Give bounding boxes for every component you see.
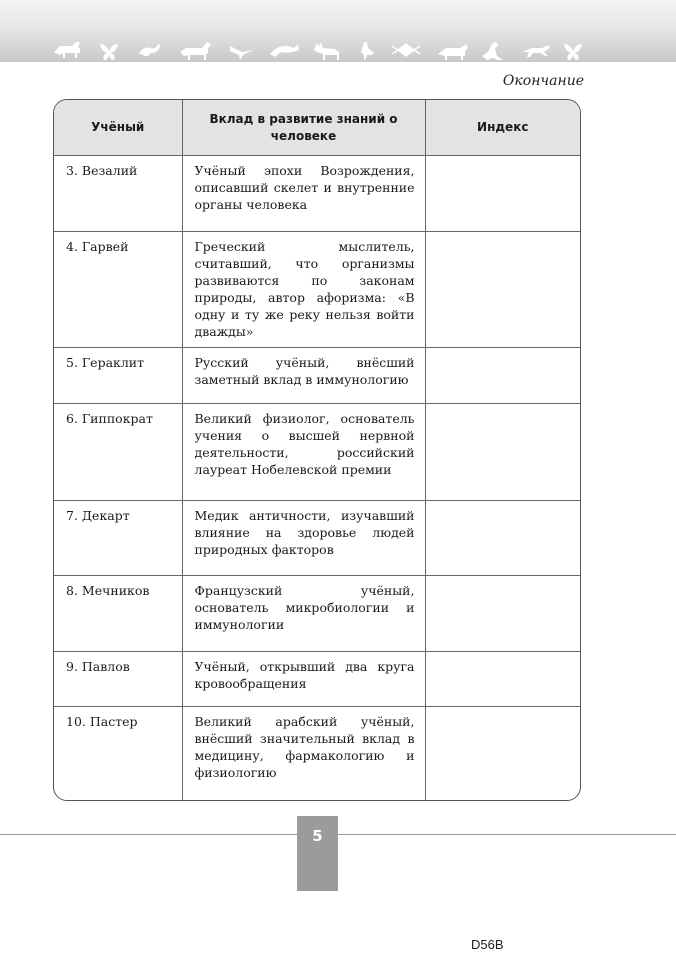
contribution-text: Учёный, открывший два круга кровообращения: [182, 652, 425, 707]
contribution-text: Великий физиолог, основатель учения о высшей нервной деятельности, российский лауреат Нобелевской премии: [182, 404, 425, 501]
decorative-header-band: [0, 0, 676, 62]
column-header-contribution: Вклад в развитие знаний о человеке: [182, 100, 425, 156]
table-row: [54, 576, 580, 652]
table-row: [54, 652, 580, 707]
scientist-name: 3. Везалий: [54, 156, 182, 232]
contribution-text: Русский учёный, внёсший заметный вклад в иммунологию: [182, 348, 425, 404]
index-cell[interactable]: [425, 232, 580, 348]
table-row: [54, 348, 580, 404]
page-number: 5: [297, 816, 338, 891]
index-cell[interactable]: [425, 576, 580, 652]
table-row: [54, 404, 580, 501]
contribution-text: Греческий мыслитель, считавший, что организмы развиваются по законам природы, автор афоризма: «В одну и ту же реку нельзя войти дважды»: [182, 232, 425, 348]
scientist-name: 6. Гиппократ: [54, 404, 182, 501]
scientist-name: 9. Павлов: [54, 652, 182, 707]
index-cell[interactable]: [425, 348, 580, 404]
animal-silhouettes-icon: [52, 38, 592, 62]
table-row: [54, 501, 580, 576]
scientist-name: 10. Пастер: [66, 714, 138, 729]
scientist-name: 4. Гарвей: [54, 232, 182, 348]
table-row: [54, 156, 580, 232]
contribution-text: Учёный эпохи Возрождения, описавший скелет и внутренние органы человека: [182, 156, 425, 232]
index-cell[interactable]: [425, 501, 580, 576]
scientists-table: [53, 99, 581, 801]
contribution-text: Медик античности, изучавший влияние на здоровье людей природных факторов: [182, 501, 425, 576]
scientist-name: 8. Мечников: [54, 576, 182, 652]
index-cell[interactable]: [425, 707, 580, 801]
column-header-index: Индекс: [425, 100, 580, 156]
scientist-name: 5. Гераклит: [54, 348, 182, 404]
document-code: D56B: [471, 937, 504, 952]
index-cell[interactable]: [425, 404, 580, 501]
table-row: [54, 232, 580, 348]
contribution-text: Французский учёный, основатель микробиологии и иммунологии: [182, 576, 425, 652]
table-header-row: [54, 100, 580, 156]
index-cell[interactable]: [425, 652, 580, 707]
table-row: [54, 707, 580, 801]
scientist-name: 7. Декарт: [54, 501, 182, 576]
continuation-label: Окончание: [502, 73, 584, 89]
footer-divider: [0, 834, 676, 835]
column-header-scientist: Учёный: [54, 100, 182, 156]
contribution-text: Великий арабский учёный, внёсший значительный вклад в медицину, фармакологию и физиологию: [182, 707, 425, 801]
index-cell[interactable]: [425, 156, 580, 232]
